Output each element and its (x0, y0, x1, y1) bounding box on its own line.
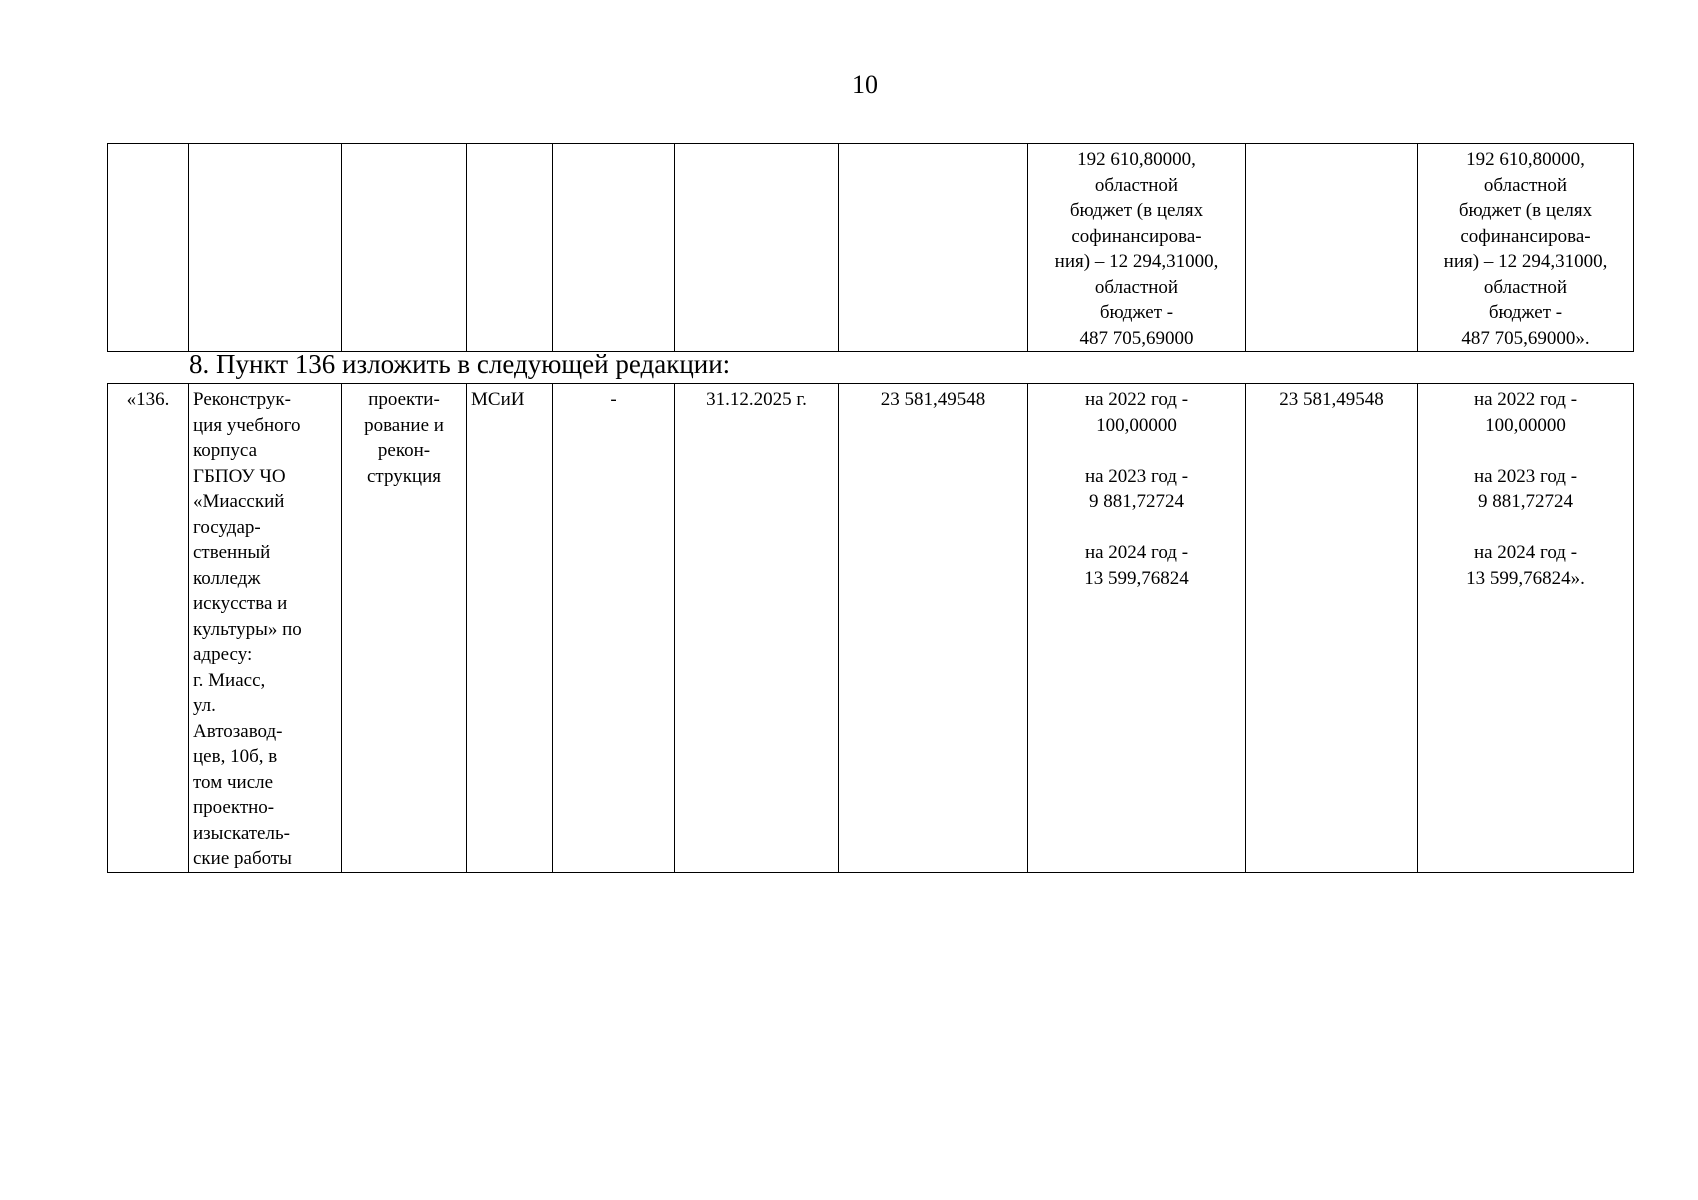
deadline: 31.12.2025 г. (675, 384, 839, 873)
financing-by-year: на 2022 год - 100,00000 на 2023 год - 9 881,72724 на 2024 год - 13 599,76824 (1028, 384, 1246, 873)
page-number: 10 (852, 70, 878, 99)
table-continuation (107, 143, 1634, 352)
item-number: «136. (108, 384, 189, 873)
table-row (108, 144, 1634, 352)
total-cost-2: 23 581,49548 (1246, 384, 1418, 873)
financing-by-year-2: на 2022 год - 100,00000 на 2023 год - 9 881,72724 на 2024 год - 13 599,76824». (1418, 384, 1634, 873)
table-cell (553, 144, 675, 352)
table-cell (467, 144, 553, 352)
customer: МСиИ (467, 384, 553, 873)
dash-cell: - (553, 384, 675, 873)
table-item-136 (107, 383, 1634, 873)
amendment-note: 8. Пункт 136 изложить в следующей редакции: (189, 349, 731, 379)
financing-cell: 192 610,80000, областной бюджет (в целях софинансирова- ния) – 12 294,31000, областной бюджет - 487 705,69000 (1028, 144, 1246, 352)
item-name: Реконструк- ция учебного корпуса ГБПОУ ЧО «Миасский государ- ственный колледж искусства и культуры» по адресу: г. Миасс, ул. Автозавод- цев, 10б, в том числе проектно- изыскатель- ские работы (189, 384, 342, 873)
financing-cell: 192 610,80000, областной бюджет (в целях софинансирова- ния) – 12 294,31000, областной бюджет - 487 705,69000». (1418, 144, 1634, 352)
table-cell (675, 144, 839, 352)
table-cell (108, 144, 189, 352)
table-cell (342, 144, 467, 352)
table-row (108, 384, 1634, 873)
table-cell (839, 144, 1028, 352)
table-cell (189, 144, 342, 352)
total-cost: 23 581,49548 (839, 384, 1028, 873)
work-type: проекти- рование и рекон- струкция (342, 384, 467, 873)
table-cell (1246, 144, 1418, 352)
